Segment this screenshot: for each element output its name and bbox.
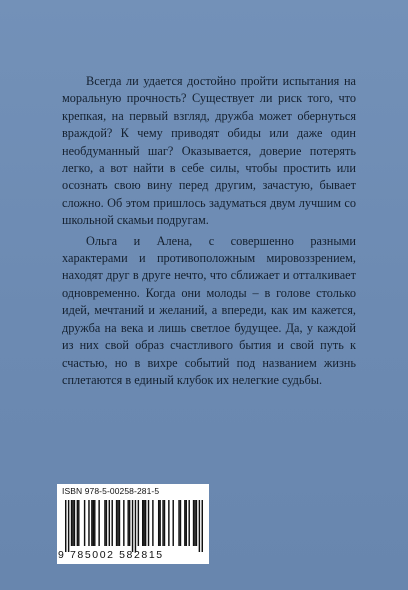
barcode-bar	[152, 500, 153, 546]
barcode-bar	[138, 500, 139, 546]
barcode-bar	[129, 500, 130, 546]
barcode-bar	[65, 500, 66, 552]
barcode-bar	[164, 500, 165, 546]
barcode-bar	[104, 500, 105, 546]
barcode-bar	[158, 500, 159, 546]
barcode-bar	[178, 500, 179, 546]
barcode-bar	[193, 500, 194, 546]
barcode-bar	[116, 500, 117, 546]
barcode-bar	[194, 500, 195, 546]
barcode-bar	[162, 500, 163, 546]
barcode-bar	[91, 500, 92, 546]
barcode-bar	[78, 500, 79, 546]
barcode-bar	[188, 500, 189, 546]
barcode-bar	[94, 500, 95, 546]
barcode-bar	[184, 500, 185, 546]
barcode-bar	[84, 500, 85, 546]
barcode-bar	[123, 500, 124, 546]
barcode-bar	[117, 500, 118, 546]
barcode-bar	[111, 500, 112, 546]
barcode-bar	[180, 500, 181, 546]
barcode-bar	[142, 500, 143, 546]
annotation-text	[62, 73, 356, 389]
annotation-paragraph-1: Всегда ли удается достойно пройти испытания на моральную прочность? Существует ли риск того, что крепкая, на первый взгляд, дружба может обернуться враждой? К чему приводят обиды или даже один необдуманный шаг? Оказывается, доверие потерять легко, а вот найти в себе силы, чтобы простить или осознать свою вину перед другим, зачастую, бывает сложно. Об этом пришлось задуматься двум лучшим со школьной скамьи подругам.	[62, 74, 356, 228]
barcode-bar	[168, 500, 169, 546]
barcode-bar	[106, 500, 107, 546]
barcode-bar	[202, 500, 203, 552]
barcode-bar	[143, 500, 144, 546]
barcode-bar	[71, 500, 72, 546]
barcode-bar	[109, 500, 110, 546]
barcode-bars	[65, 500, 203, 552]
barcode-bar	[172, 500, 173, 546]
barcode-bar	[145, 500, 146, 546]
barcode-bar	[127, 500, 128, 546]
barcode-bar	[77, 500, 78, 546]
barcode-bar	[68, 500, 69, 552]
barcode-bar	[196, 500, 197, 546]
barcode-bar	[159, 500, 160, 546]
barcode-bar	[148, 500, 149, 546]
barcode-bar	[119, 500, 120, 546]
barcode-bar	[88, 500, 89, 546]
barcode-bar	[74, 500, 75, 546]
isbn-label: ISBN 978-5-00258-281-5	[62, 486, 160, 496]
barcode-bar	[199, 500, 200, 552]
barcode-bar	[98, 500, 99, 546]
barcode-bar	[186, 500, 187, 546]
barcode-bar	[93, 500, 94, 546]
barcode-bar	[135, 500, 136, 552]
barcode-bar	[132, 500, 133, 552]
barcode-bar	[72, 500, 73, 546]
isbn-barcode	[57, 484, 209, 564]
annotation-paragraph-2: Ольга и Алена, с совершенно разными характерами и противоположным мировоззрением, находят друг в друге нечто, что сближает и отталкивает одновременно. Когда они молоды – в голове столько идей, мечтаний и желаний, а впереди, как им кажется, дружба на века и лишь светлое будущее. Да, у каждой из них свой образ счастливого бытия и свой путь к счастью, но в вихре событий под названием жизнь сплетаются в единый клубок их нелегкие судьбы.	[62, 233, 356, 387]
ean-digits: 9 785002 582815	[58, 549, 164, 561]
